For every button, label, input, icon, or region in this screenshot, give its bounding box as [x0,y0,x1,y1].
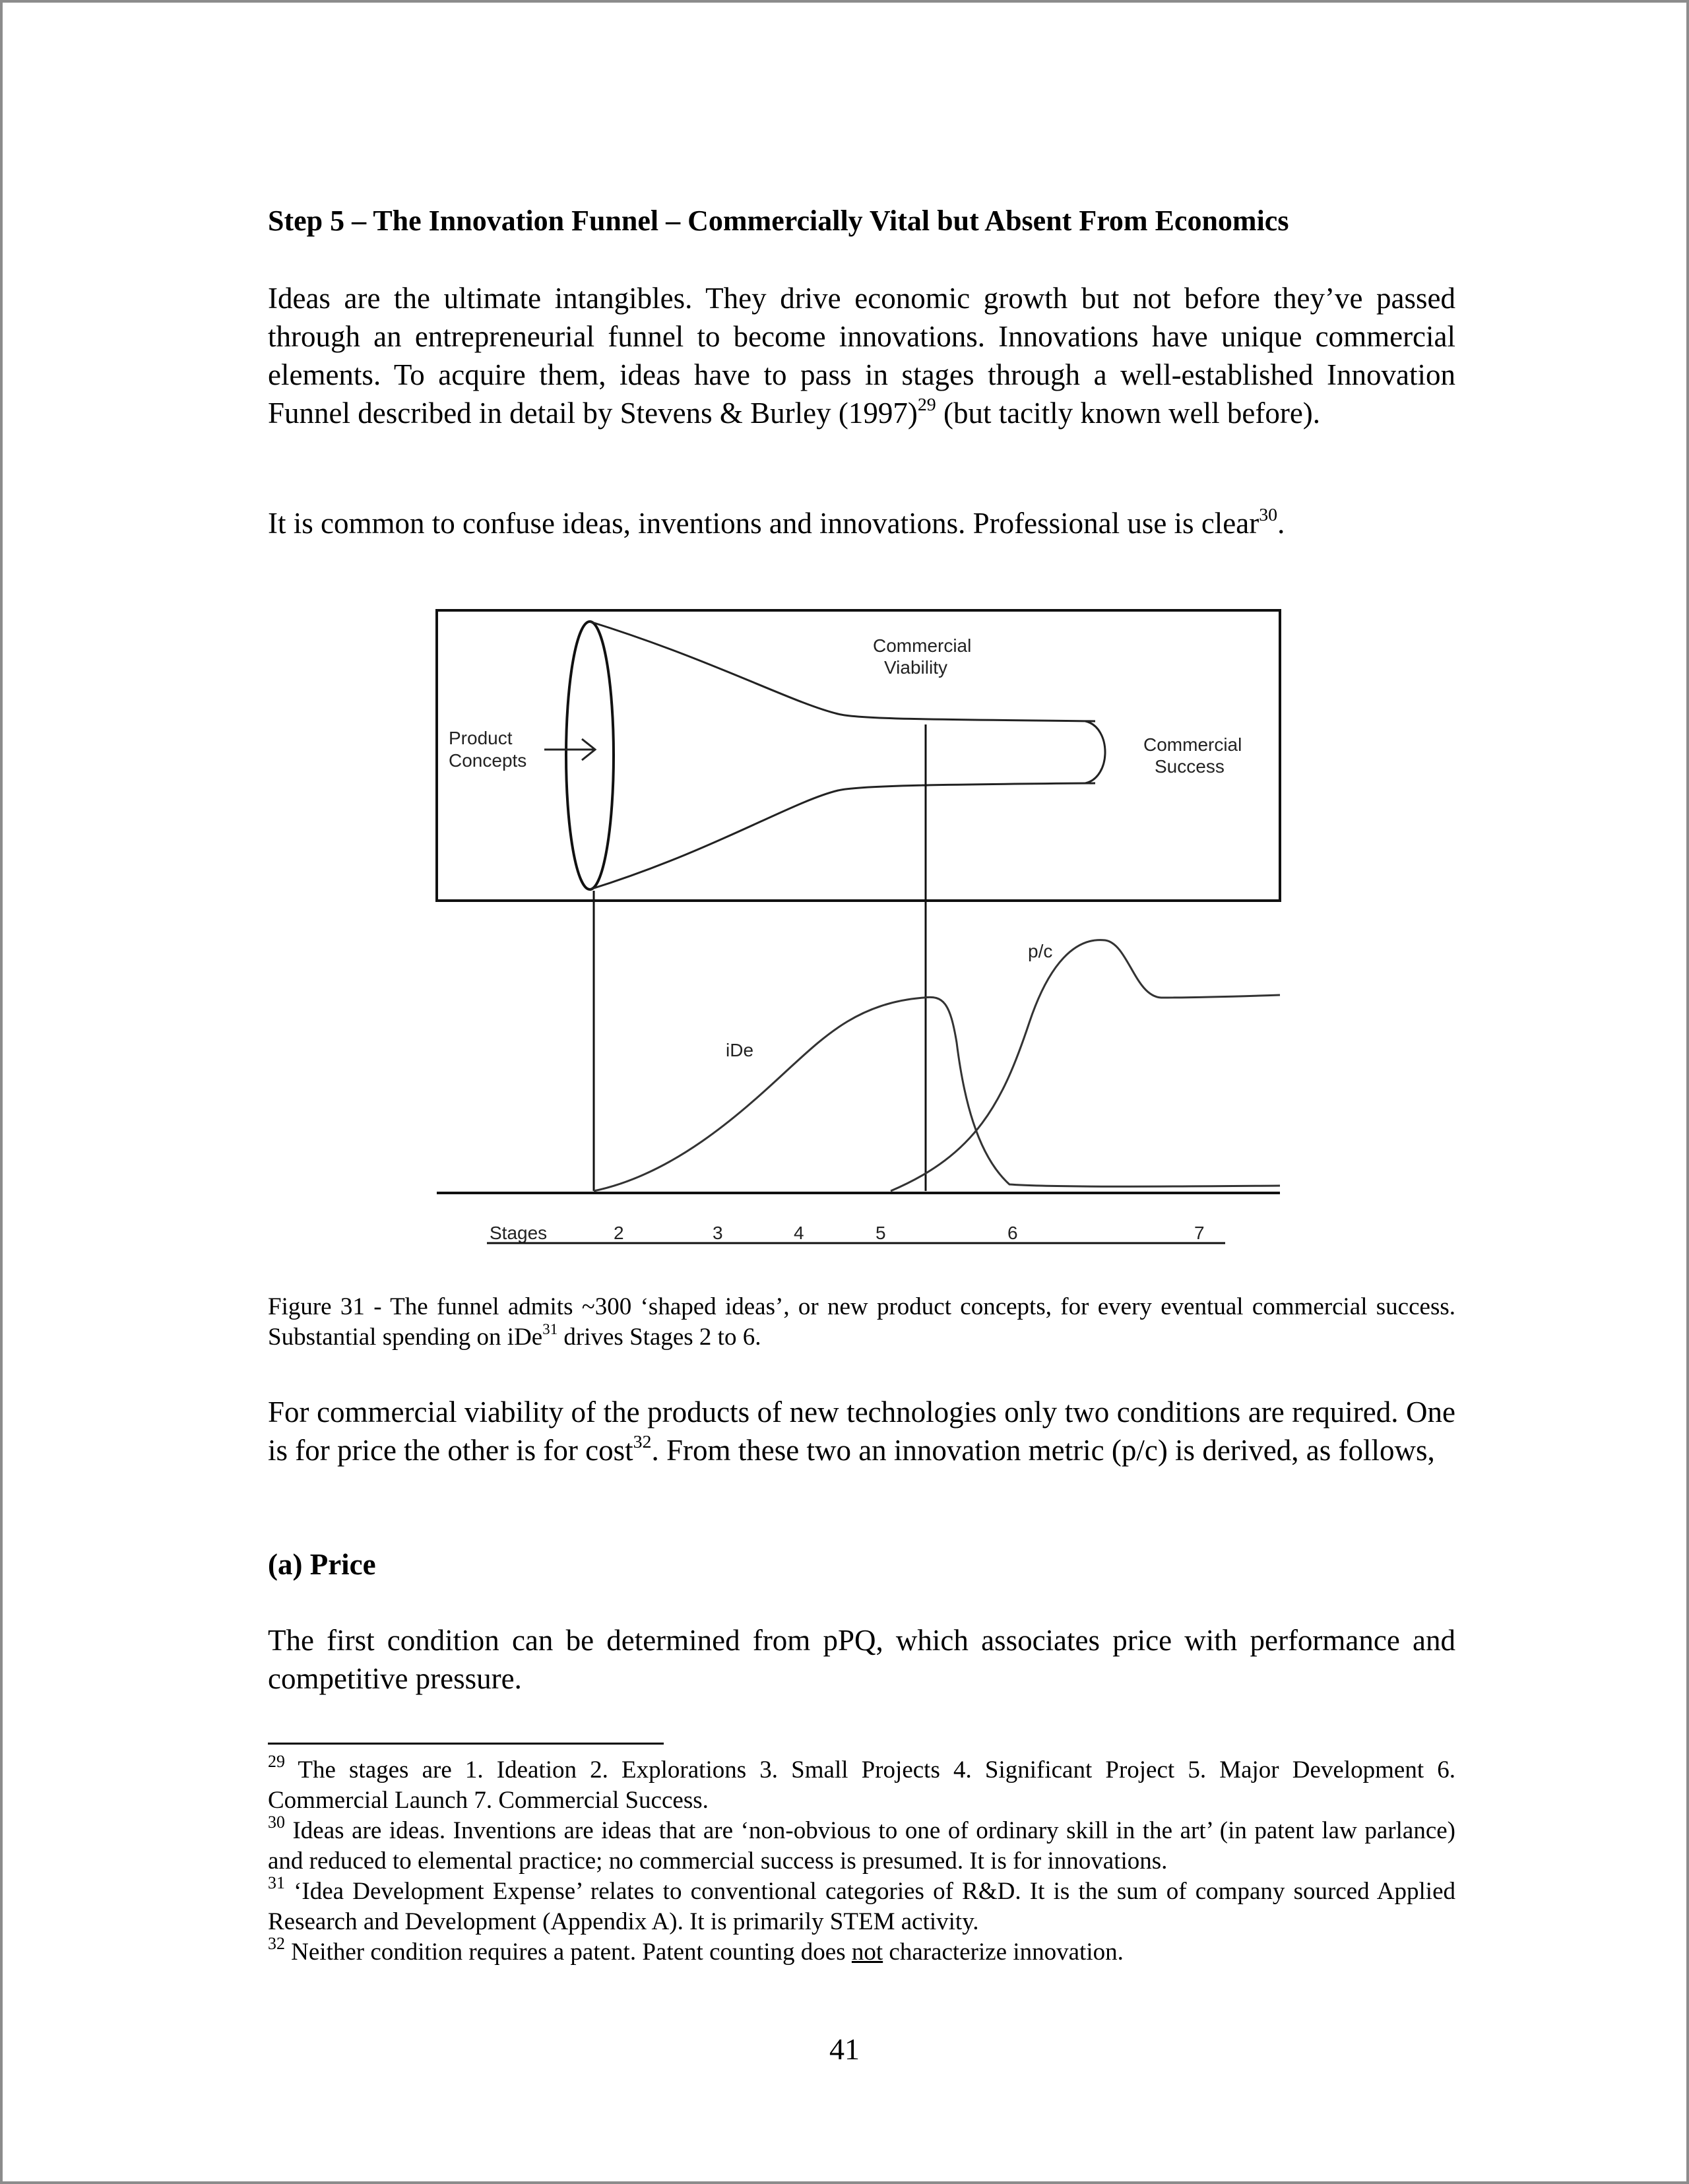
footnote-separator [268,1743,664,1745]
footnote-29: $^{29}$ The stages are 1. Ideation 2. Explorations 3. Small Projects 4. Significant Project 5. Major Development 6. Commercial Launch 7. Commercial Success. [268,1752,1455,1814]
funnel-box [437,610,1280,901]
price-paragraph: The first condition can be determined from pPQ, which associates price with performance and competitive pressure. [268,1624,1455,1695]
page-number: 41 [829,2032,860,2066]
ideas-paragraph: It is common to confuse ideas, inventions and innovations. Professional use is clear$^{30}$. [268,505,1285,540]
figure-caption: Figure 31 - The funnel admits ~300 ‘shaped ideas’, or new product concepts, for every eventual commercial success. Substantial spending on iDe$^{31}$ drives Stages 2 to 6. [268,1293,1455,1351]
label-concepts: Concepts [449,750,527,771]
funnel-end-cap [1085,721,1105,783]
funnel-bottom-edge [590,783,1095,889]
stage-tick-4: 4 [794,1223,804,1243]
stage-tick-2: 2 [614,1223,624,1243]
stage-tick-6: 6 [1007,1223,1018,1243]
pc-curve [891,940,1280,1191]
footnote-ref-30[interactable]: 30 [1259,505,1278,526]
price-subheading: (a) Price [268,1548,376,1581]
section-heading: Step 5 – The Innovation Funnel – Commercially Vital but Absent From Economics [268,205,1289,237]
footnotes [268,1752,1455,1968]
stage-tick-7: 7 [1194,1223,1205,1243]
viability-paragraph: For commercial viability of the products of new technologies only two conditions are required. One is for price the other is for cost$^{32}$. From these two an innovation metric (p/c) is derived, as follows, [268,1396,1455,1467]
innovation-funnel-figure [396,581,1333,1267]
stage-tick-3: 3 [713,1223,723,1243]
label-commercial: Commercial [873,635,972,656]
footnote-32: $^{32}$ Neither condition requires a patent. Patent counting does not characterize innovation. [268,1934,1124,1966]
label-commercial-success-2: Success [1155,756,1225,777]
label-product: Product [449,728,513,748]
ide-curve [594,997,1280,1191]
stages-label: Stages [490,1223,548,1243]
stage-tick-5: 5 [876,1223,886,1243]
label-viability: Viability [884,657,947,678]
funnel-diagram [396,581,1333,1267]
footnote-ref-32[interactable]: 32 [633,1432,652,1453]
footnote-ref-29[interactable]: 29 [917,395,936,416]
footnote-31: $^{31}$ ‘Idea Development Expense’ relates to conventional categories of R&D. It is the sum of company sourced Applied Research and Development (Appendix A). It is primarily STEM activity. [268,1873,1455,1935]
funnel-top-edge [590,622,1095,721]
label-ide: iDe [726,1040,754,1060]
intro-paragraph: Ideas are the ultimate intangibles. They drive economic growth but not before they’ve passed through an entrepreneurial funnel to become innovations. Innovations have unique commercial elements. To acquire them, ideas have to pass in stages through a well-established Innovation Funnel described in detail by Stevens & Burley $(1997)^{29}$ (but tacitly known well before). [268,282,1455,430]
footnote-ref-31[interactable]: 31 [542,1321,558,1338]
footnote-30: $^{30}$ Ideas are ideas. Inventions are ideas that are ‘non-obvious to one of ordinary skill in the art’ (in patent law parlance) and reduced to elemental practice; no commercial success is presumed. It is for innovations. [268,1813,1455,1875]
funnel-mouth [566,622,614,889]
label-pc: p/c [1028,941,1053,961]
label-commercial-success-1: Commercial [1143,734,1242,755]
